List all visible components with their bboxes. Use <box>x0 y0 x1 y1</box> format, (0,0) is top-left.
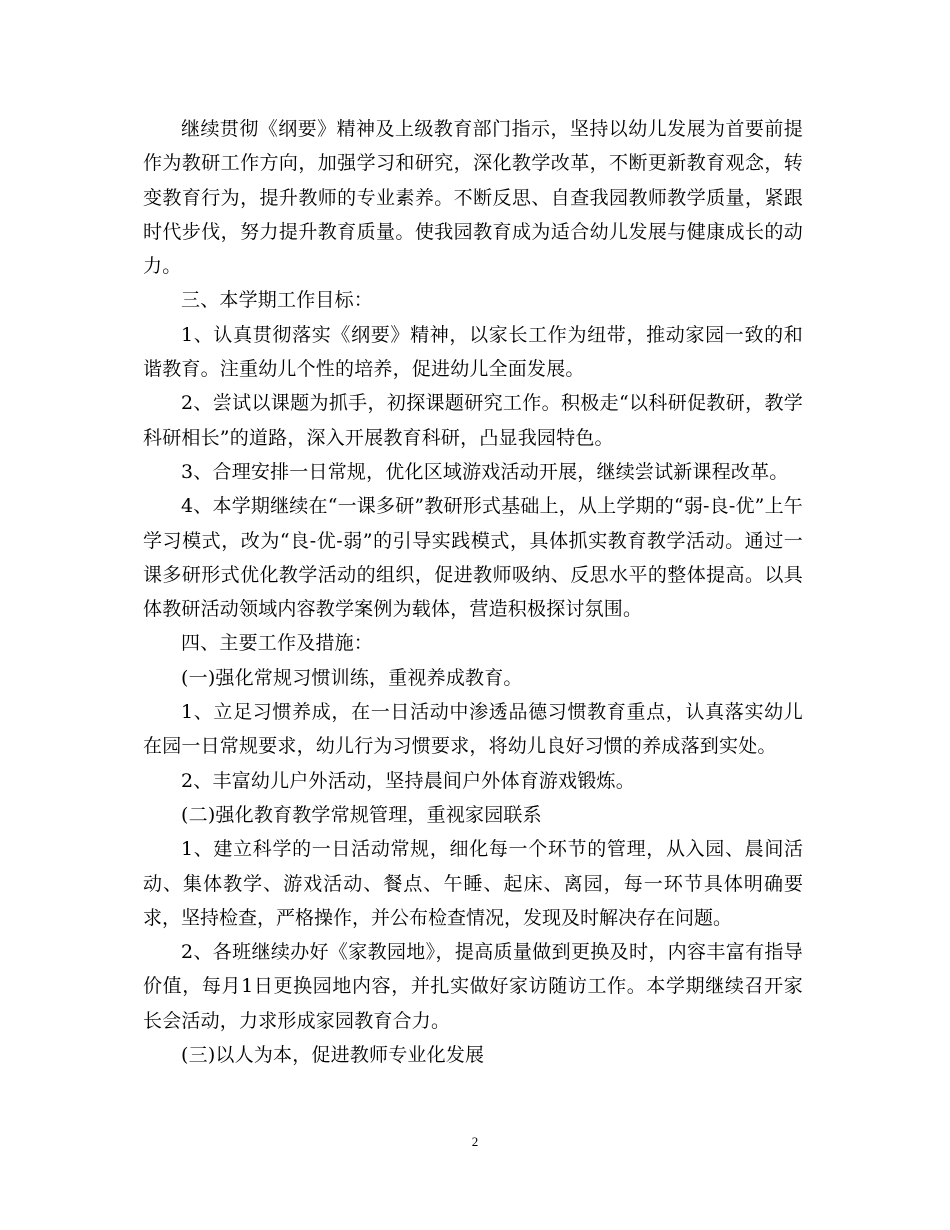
subsection-heading-3: (三)以人为本，促进教师专业化发展 <box>181 1044 485 1067</box>
paragraph-goal-3: 3、合理安排一日常规，优化区域游戏活动开展，继续尝试新课程改革。 <box>181 460 789 483</box>
document-body <box>143 112 803 1072</box>
subsection-heading-1: (一)强化常规习惯训练，重视养成教育。 <box>181 666 523 689</box>
subsection-heading-2: (二)强化教育教学常规管理，重视家园联系 <box>181 803 542 826</box>
paragraph-measure-1-1: 1、立足习惯养成，在一日活动中渗透品德习惯教育重点，认真落实幼儿在园一日常规要求，幼儿行为习惯要求，将幼儿良好习惯的养成落到实处。 <box>143 701 803 758</box>
paragraph-goal-4: 4、本学期继续在“一课多研”教研形式基础上，从上学期的“弱-良-优”上午学习模式，改为“良-优-弱”的引导实践模式，具体抓实教育教学活动。通过一课多研形式优化教学活动的组织，促进教师吸纳、反思水平的整体提高。以具体教研活动领域内容教学案例为载体，营造积极探讨氛围。 <box>143 495 803 621</box>
paragraph-measure-1-2: 2、丰富幼儿户外活动，坚持晨间户外体育游戏锻炼。 <box>181 769 635 792</box>
paragraph-intro: 继续贯彻《纲要》精神及上级教育部门指示，坚持以幼儿发展为首要前提作为教研工作方向，加强学习和研究，深化教学改革，不断更新教育观念，转变教育行为，提升教师的专业素养。不断反思、自查我园教师教学质量，紧跟时代步伐，努力提升教育质量。使我园教育成为适合幼儿发展与健康成长的动力。 <box>143 118 803 278</box>
paragraph-goal-2: 2、尝试以课题为抓手，初探课题研究工作。积极走“以科研促教研，教学科研相长”的道路，深入开展教育科研，凸显我园特色。 <box>143 392 803 449</box>
page-number: 2 <box>471 1134 479 1149</box>
section-heading-goals: 三、本学期工作目标： <box>181 289 374 312</box>
paragraph-measure-2-2: 2、各班继续办好《家教园地》，提高质量做到更换及时，内容丰富有指导价值，每月1日更换园地内容，并扎实做好家访随访工作。本学期继续召开家长会活动，力求形成家园教育合力。 <box>143 941 803 1032</box>
section-heading-measures: 四、主要工作及措施： <box>181 632 374 655</box>
paragraph-goal-1: 1、认真贯彻落实《纲要》精神，以家长工作为纽带，推动家园一致的和谐教育。注重幼儿个性的培养，促进幼儿全面发展。 <box>143 323 803 381</box>
paragraph-measure-2-1: 1、建立科学的一日活动常规，细化每一个环节的管理，从入园、晨间活动、集体教学、游戏活动、餐点、午睡、起床、离园，每一环节具体明确要求，坚持检查，严格操作，并公布检查情况，发现及时解决存在问题。 <box>143 838 803 929</box>
